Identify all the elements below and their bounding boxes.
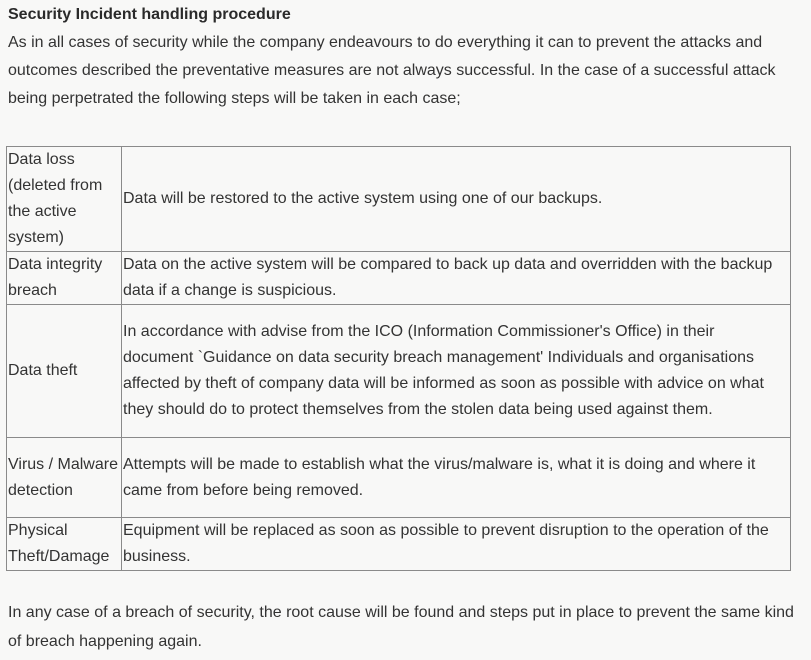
incident-type-cell: Data theft: [7, 305, 122, 438]
table-row: [7, 147, 791, 252]
table-row: [7, 305, 791, 438]
table-row: [7, 252, 791, 305]
incident-action-cell: Data will be restored to the active system using one of our backups.: [122, 147, 791, 252]
incident-table: [6, 146, 791, 571]
table-row: [7, 438, 791, 518]
table-row: [7, 518, 791, 571]
document-title: Security Incident handling procedure: [8, 6, 291, 23]
incident-type-cell: Physical Theft/Damage: [7, 518, 122, 571]
incident-action-cell: Equipment will be replaced as soon as possible to prevent disruption to the operation of the business.: [122, 518, 791, 571]
incident-type-cell: Data loss (deleted from the active system): [7, 147, 122, 252]
incident-action-cell: Data on the active system will be compared to back up data and overridden with the backup data if a change is suspicious.: [122, 252, 791, 305]
incident-action-cell: In accordance with advise from the ICO (Information Commissioner's Office) in their document `Guidance on data security breach management' Individuals and organisations affected by theft of company data will be informed as soon as possible with advice on what they should do to protect themselves from the stolen data being used against them.: [122, 305, 791, 438]
incident-type-cell: Data integrity breach: [7, 252, 122, 305]
footer-paragraph: In any case of a breach of security, the root cause will be found and steps put in place to prevent the same kind of breach happening again.: [8, 604, 794, 650]
intro-paragraph: As in all cases of security while the company endeavours to do everything it can to prevent the attacks and outcomes described the preventative measures are not always successful. In the case of a successful attack being perpetrated the following steps will be taken in each case;: [8, 34, 776, 107]
incident-action-cell: Attempts will be made to establish what the virus/malware is, what it is doing and where it came from before being removed.: [122, 438, 791, 518]
incident-type-cell: Virus / Malware detection: [7, 438, 122, 518]
